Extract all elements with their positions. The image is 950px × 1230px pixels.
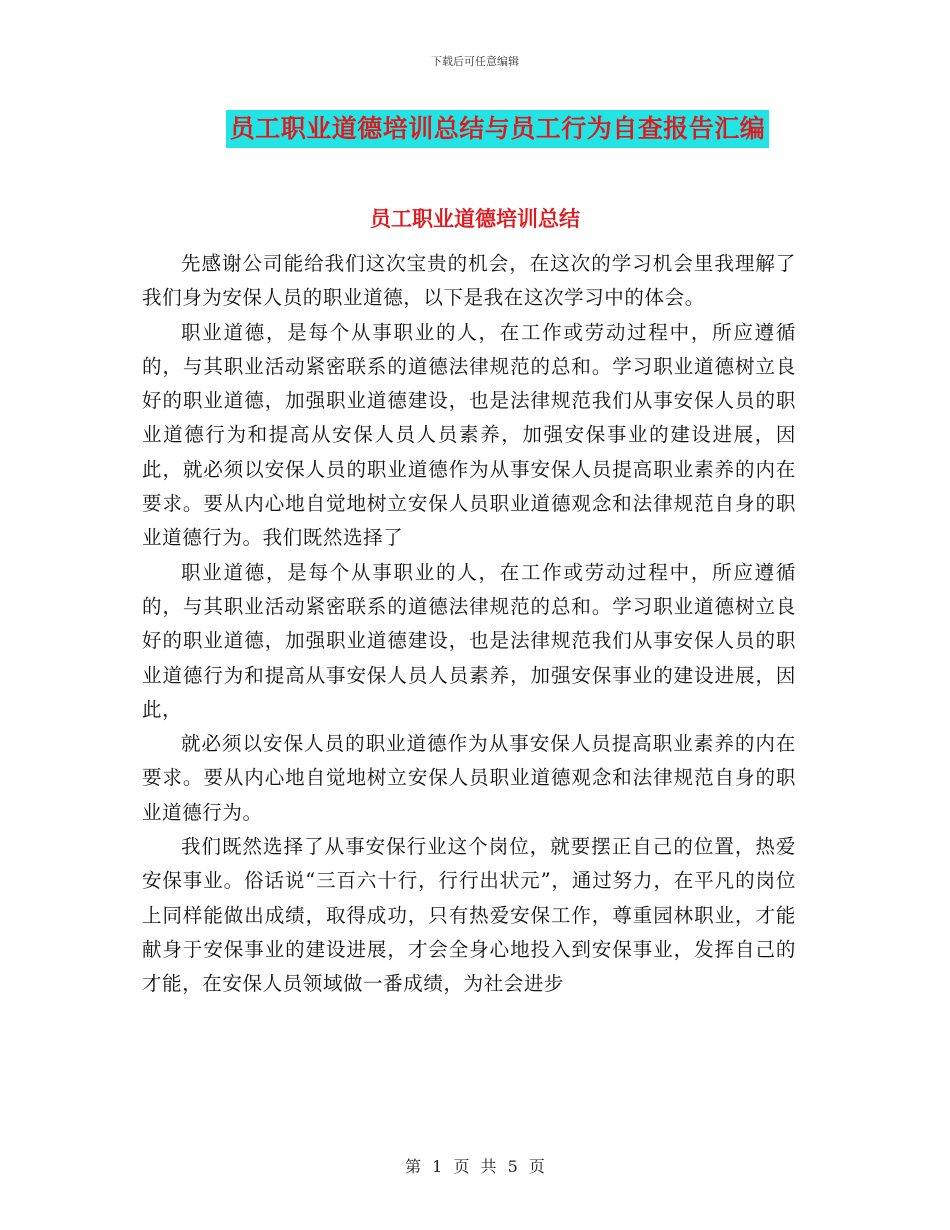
- paragraph: 就必须以安保人员的职业道德作为从事安保人员提高职业素养的内在要求。要从内心地自觉地树立安保人员职业道德观念和法律规范自身的职业道德行为。: [142, 732, 796, 824]
- document-body: [142, 247, 796, 1002]
- header-note: 下载后可任意编辑: [431, 55, 519, 68]
- paragraph: 先感谢公司能给我们这次宝贵的机会，在这次的学习机会里我理解了我们身为安保人员的职业道德，以下是我在这次学习中的体会。: [142, 252, 796, 310]
- paragraph: 我们既然选择了从事安保行业这个岗位，就要摆正自己的位置，热爱安保事业。俗话说“三百六十行，行行出状元”，通过努力，在平凡的岗位上同样能做出成绩，取得成功，只有热爱安保工作，尊重园林职业，才能献身于安保事业的建设进展，才会全身心地投入到安保事业，发挥自己的才能，在安保人员领域做一番成绩，为社会进步: [142, 835, 796, 996]
- section-title: 员工职业道德培训总结: [370, 207, 580, 231]
- paragraph: 职业道德，是每个从事职业的人，在工作或劳动过程中，所应遵循的，与其职业活动紧密联系的道德法律规范的总和。学习职业道德树立良好的职业道德，加强职业道德建设，也是法律规范我们从事安保人员的职业道德行为和提高从安保人员人员素养，加强安保事业的建设进展，因此，就必须以安保人员的职业道德作为从事安保人员提高职业素养的内在要求。要从内心地自觉地树立安保人员职业道德观念和法律规范自身的职业道德行为。我们既然选择了: [142, 320, 796, 550]
- paragraph: 职业道德，是每个从事职业的人，在工作或劳动过程中，所应遵循的，与其职业活动紧密联系的道德法律规范的总和。学习职业道德树立良好的职业道德，加强职业道德建设，也是法律规范我们从事安保人员的职业道德行为和提高从事安保人员人员素养，加强安保事业的建设进展，因此，: [142, 560, 796, 721]
- page-number-footer: 第 1 页 共 5 页: [405, 1157, 545, 1176]
- document-title: 员工职业道德培训总结与员工行为自查报告汇编: [226, 110, 770, 148]
- main-title-wrapper: [0, 110, 950, 148]
